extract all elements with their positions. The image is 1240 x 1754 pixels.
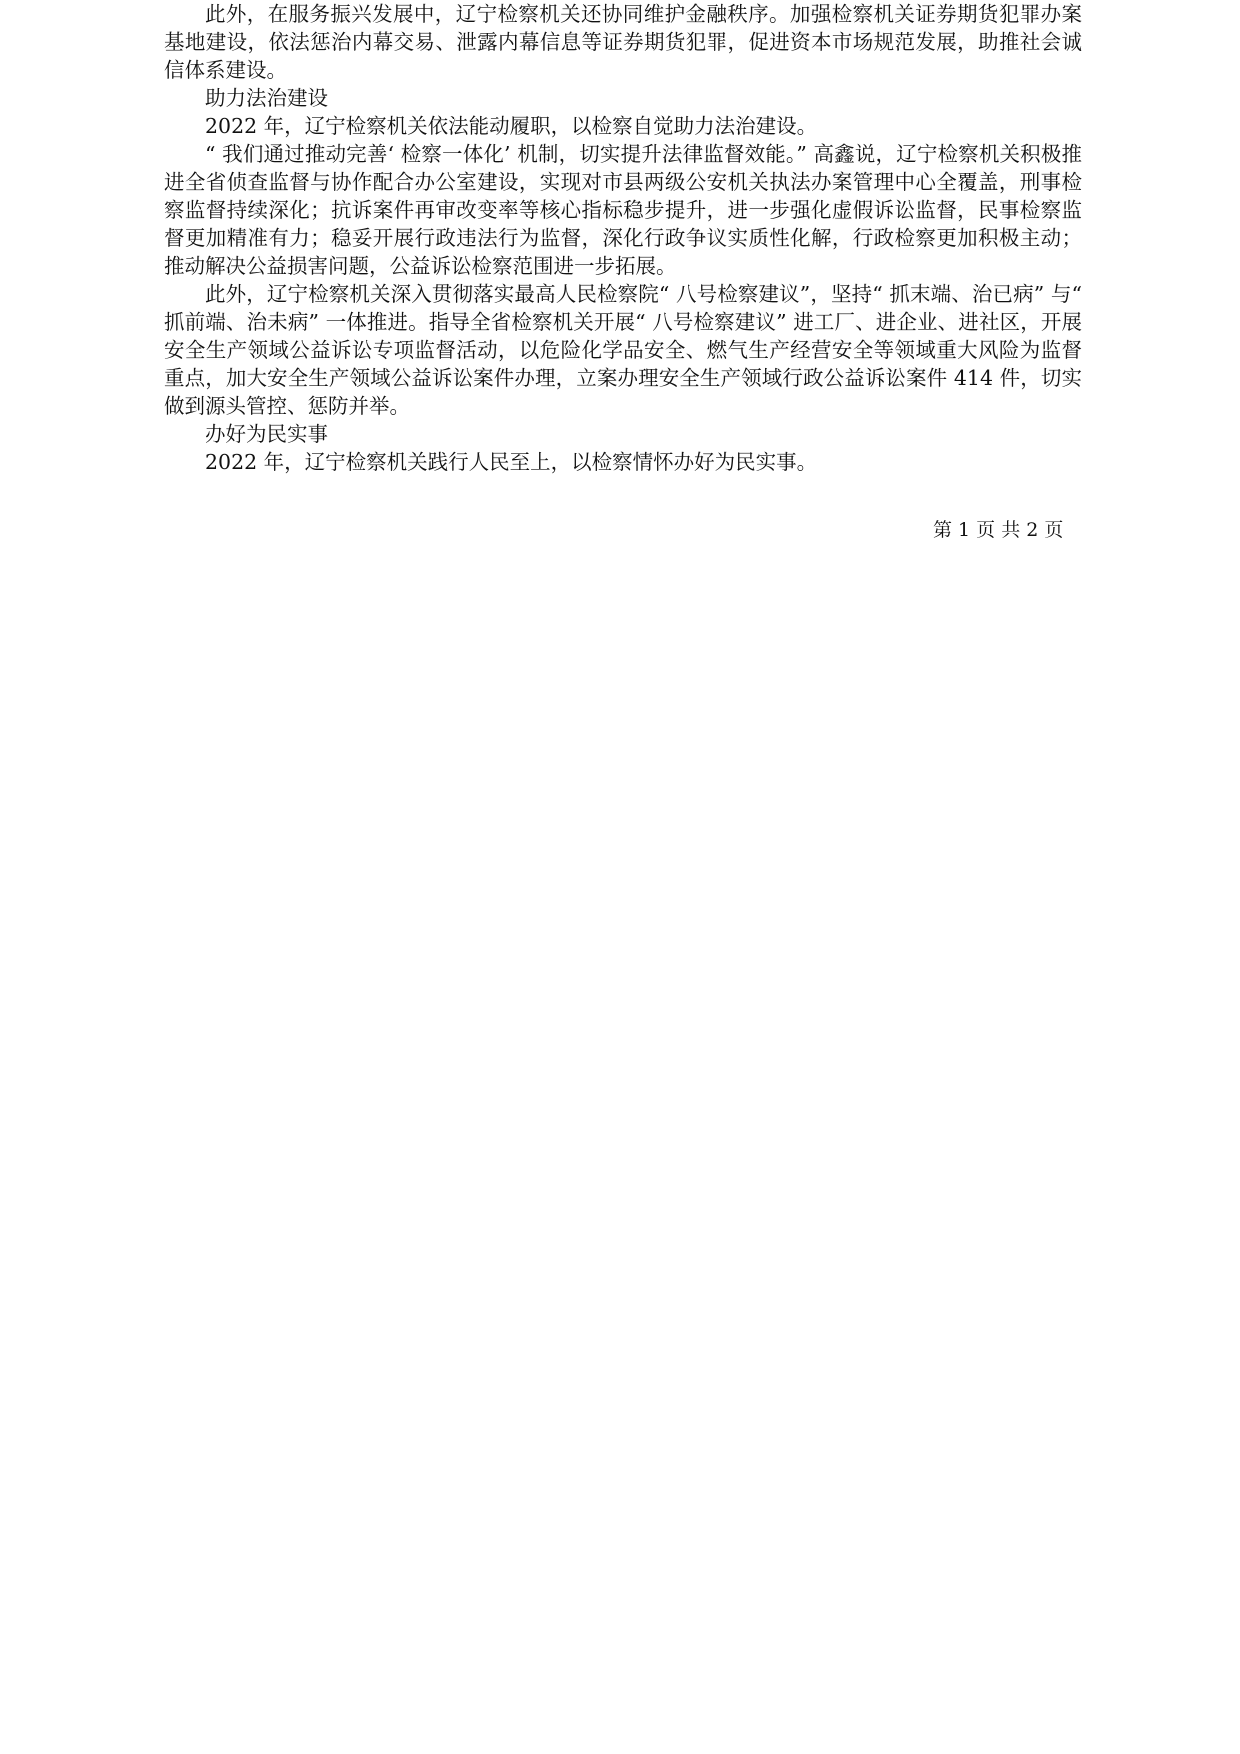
page-label-suffix: 页 [1038, 519, 1064, 541]
page-number-footer [933, 518, 1063, 542]
document-body [164, 0, 1082, 476]
total-page-count: 2 [1026, 519, 1039, 541]
page-label-prefix: 第 [933, 519, 959, 541]
paragraph-people-affairs-intro: 2022 年，辽宁检察机关践行人民至上，以检察情怀办好为民实事。 [205, 450, 818, 474]
paragraph-rule-of-law-intro: 2022 年，辽宁检察机关依法能动履职，以检察自觉助力法治建设。 [205, 114, 818, 138]
paragraph-quote-gao-xin: “ 我们通过推动完善‘ 检察一体化’ 机制，切实提升法律监督效能。” 高鑫说，辽宁检察机关积极推进全省侦查监督与协作配合办公室建设，实现对市县两级公安机关执法办案管理中心全覆盖，刑事检察监督持续深化；抗诉案件再审改变率等核心指标稳步提升，进一步强化虚假诉讼监督，民事检察监督更加精准有力；稳妥开展行政违法行为监督，深化行政争议实质性化解，行政检察更加积极主动；推动解决公益损害问题，公益诉讼检察范围进一步拓展。 [164, 142, 1082, 278]
section-heading-people-affairs: 办好为民实事 [205, 422, 328, 446]
page-label-mid: 页 共 [970, 519, 1027, 541]
current-page-number: 1 [958, 519, 971, 541]
paragraph-finance-order: 此外，在服务振兴发展中，辽宁检察机关还协同维护金融秩序。加强检察机关证券期货犯罪办案基地建设，依法惩治内幕交易、泄露内幕信息等证券期货犯罪，促进资本市场规范发展，助推社会诚信体系建设。 [164, 2, 1082, 82]
section-heading-rule-of-law: 助力法治建设 [205, 86, 328, 110]
paragraph-procuratorial-suggestion: 此外，辽宁检察机关深入贯彻落实最高人民检察院“ 八号检察建议”，坚持“ 抓末端、治已病” 与“ 抓前端、治未病” 一体推进。指导全省检察机关开展“ 八号检察建议” 进工厂、进企业、进社区，开展安全生产领域公益诉讼专项监督活动，以危险化学品安全、燃气生产经营安全等领域重大风险为监督重点，加大安全生产领域公益诉讼案件办理，立案办理安全生产领域行政公益诉讼案件 414 件，切实做到源头管控、惩防并举。 [164, 282, 1082, 418]
